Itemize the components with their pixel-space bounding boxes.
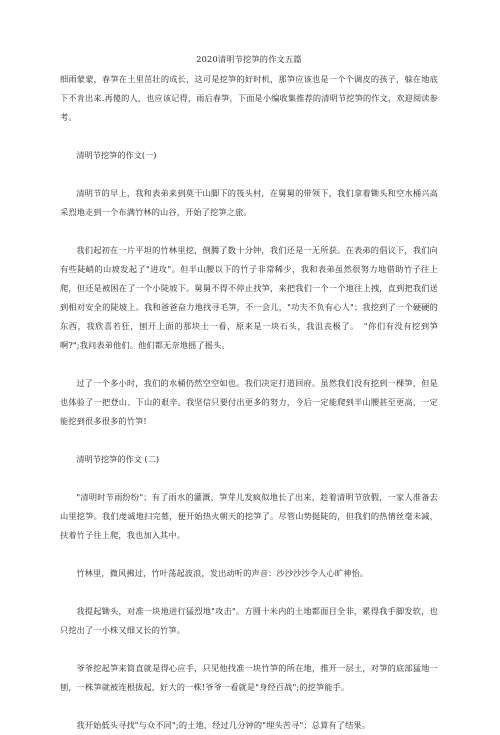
section-heading: 清明节挖笋的作文 (二) [76,454,160,464]
paragraph-gap [60,697,438,716]
document-page [60,54,438,735]
body-paragraph: 竹林里，微风拂过，竹叶荡起波浪，发出动听的声音：沙沙沙沙令人心旷神怡。 [76,568,369,578]
paragraph-gap [60,469,438,488]
body-paragraph: 我提起锄头，对准一块地进行猛烈地"攻击"。方圆十米内的土地都面目全非，累得我手脚发软，也只挖出了一小株又细又长的竹笋。 [60,606,438,635]
document-title: 2020清明节挖笋的作文五篇 [196,54,302,64]
paragraph-gap [60,545,438,564]
body-paragraph: 清明节的早上，我和表弟来到莫干山脚下的筏头村，在舅舅的带领下，我们拿着锄头和空水桶兴高采烈地走到一个布满竹林的山谷，开始了挖笋之旅。 [60,188,438,217]
paragraph-gap [60,640,438,659]
document-body [60,70,438,735]
paragraph-gap [60,583,438,602]
section-heading: 清明节挖笋的作文(一) [76,150,157,160]
body-paragraph: 我开始低头寻找"与众不同";的土地，经过几分钟的"埋头苦寻"；总算有了结果。 [76,720,371,730]
paragraph-gap [60,127,438,146]
body-paragraph: 爷爷挖起笋来简直就是得心应手，只见他找准一块竹笋的所在地，推开一层土，对笋的底部猛地一刨，一株笋就被连根拔起，好大的一株!爷爷一看就是"身经百战";的挖笋能手。 [60,663,438,692]
paragraph-gap [60,222,438,241]
paragraph-gap [60,165,438,184]
body-paragraph: 细雨蒙蒙，春笋在土里茁壮的成长，这可是挖笋的好时机，那笋应该也是一个个调皮的孩子，躲在地底下不肯出来.再傻的人，也应该记得，雨后春笋，下面是小编收集推荐的清明节挖笋的作文，欢迎阅读参考。 [60,74,438,122]
paragraph-gap [60,355,438,374]
body-paragraph: 过了一个多小时，我们的水桶仍然空空如也。我们决定打道回府。虽然我们没有挖到一棵笋，但是也体验了一把登山、下山的艰辛。我坚信只要付出更多的努力，今后一定能爬到半山腰甚至更高，一定能挖到很多很多的竹笋! [60,378,438,426]
body-paragraph: "清明时节雨纷纷"；有了雨水的灌溉，笋芽儿发疯似地长了出来，趁着清明节放假，一家人准备去山里挖笋。我们虔诚地扫完墓，便开始热火朝天的挖笋了。尽管山势挺陡的，但我们的热情丝毫未减，扶着竹子往上爬，我也加入其中。 [60,492,438,540]
paragraph-gap [60,431,438,450]
body-paragraph: 我们起初在一片平坦的竹林里挖，倒腾了数十分钟，我们还是一无所获。在表弟的倡议下，我们向有些陡峭的山坡发起了"进攻"。但半山腰以下的竹子非常稀少，我和表弟虽然很努力地借助竹子往上爬，但还是被困在了一个小陡坡下。舅舅不得不停止找笋，来把我们一个一个地往上拽，直到把我们送到相对安全的陡坡上。我和爸爸奋力地找寻毛笋，不一会儿，"功夫不负有心人"；我挖到了一个硬硬的东西，我欣喜若狂，刨开上面的那块土一看，原来是一块石头，我沮丧极了。 "你们有没有挖到笋啊?";我问表弟他们。他们都无奈地摇了摇头。 [60,245,438,350]
